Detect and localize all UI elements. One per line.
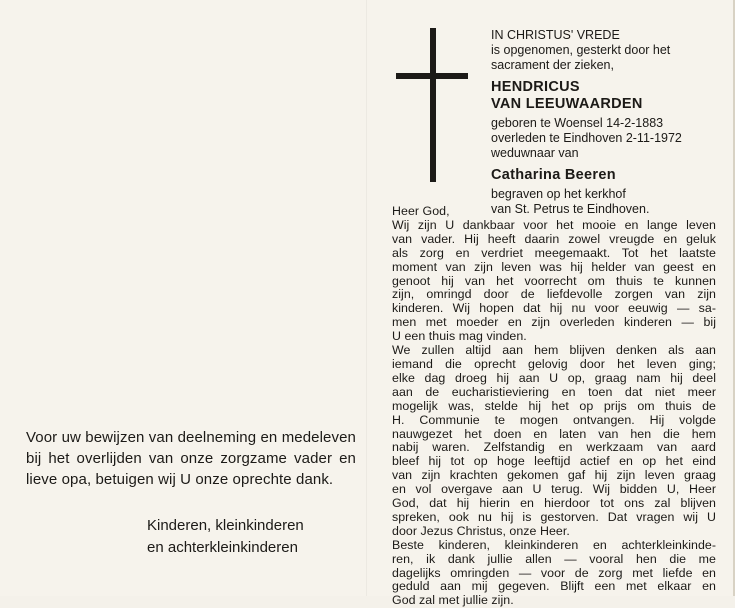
prayer-line: kinderen. Wij hopen dat hij nu voor eeuwig — sa- xyxy=(392,302,716,316)
prayer-line: nabij waren. Zelfstandig en werkzaam van aard xyxy=(392,441,716,455)
prayer-line: Wij zijn U dankbaar voor het mooie en lange leven xyxy=(392,218,716,232)
deceased-surname: VAN LEEUWAARDEN xyxy=(491,96,643,112)
prayer-line: als zorg en verdriet meegemaakt. Tot het laatste xyxy=(392,246,716,260)
prayer-text xyxy=(392,205,716,608)
prayer-line: U een thuis mag vinden. xyxy=(392,330,527,344)
prayer-line: elke dag droeg hij aan U op, graag nam hij deel xyxy=(392,371,716,385)
prayer-line: bleef hij tot op hoge leeftijd actief en op het eind xyxy=(392,455,716,469)
prayer-line: spreken, ook nu hij is gestorven. Dat vragen wij U xyxy=(392,510,716,524)
prayer-line: moment van zijn leven was hij helder van geest en xyxy=(392,260,716,274)
prayer-line: iemand die oprecht gelovig door het leven ging; xyxy=(392,357,716,371)
family-line: Kinderen, kleinkinderen xyxy=(147,517,304,534)
prayer-line: Heer God, xyxy=(392,205,450,218)
intro-line: sacrament der zieken, xyxy=(491,58,614,72)
prayer-line: God zal met jullie zijn. xyxy=(392,594,514,608)
prayer-line: zijn, omringd door de liefdevolle zorgen van zijn xyxy=(392,288,716,302)
prayer-line: nauwgezet het doen en laten van hen die hem xyxy=(392,427,716,441)
card-fold xyxy=(366,0,367,596)
prayer-line: door Jezus Christus, onze Heer. xyxy=(392,524,570,538)
prayer-line: geduld aan mij gegeven. Blijft een met elkaar en xyxy=(392,580,716,594)
prayer-line: ren, ik dank jullie allen — vooral hen die me xyxy=(392,552,716,566)
prayer-line: men met moeder en zijn overleden kinderen — bij xyxy=(392,316,716,330)
death-line: overleden te Eindhoven 2-11-1972 xyxy=(491,131,682,145)
prayer-line: en vol overgave aan U terug. Wij bidden U, Heer xyxy=(392,483,716,497)
widower-line: weduwnaar van xyxy=(491,146,579,160)
deceased-first-name: HENDRICUS xyxy=(491,79,580,95)
prayer-line: dagelijks omringden — voor de zorg met liefde en xyxy=(392,566,716,580)
prayer-line: aan de eucharistieviering en toen dat niet meer xyxy=(392,385,716,399)
burial-line: van St. Petrus te Eindhoven. xyxy=(491,202,650,216)
birth-line: geboren te Woensel 14-2-1883 xyxy=(491,116,664,130)
family-line: en achterkleinkinderen xyxy=(147,539,298,556)
spouse-name: Catharina Beeren xyxy=(491,167,616,183)
prayer-line: van zijn krachten gekomen gaf hij zijn leven graag xyxy=(392,469,716,483)
prayer-line: Beste kinderen, kleinkinderen en achterkleinkinde- xyxy=(392,538,716,552)
thanks-text: Voor uw bewijzen van deelneming en medeleven bij het overlijden van onze zorgzame vader en lieve opa, betuigen wij U onze oprechte dank. xyxy=(26,429,356,488)
intro-line: is opgenomen, gesterkt door het xyxy=(491,43,671,57)
death-notice-header xyxy=(491,28,731,217)
prayer-line: We zullen altijd aan hem blijven denken als aan xyxy=(392,344,716,358)
prayer-line: H. Communie te mogen ontvangen. Hij volgde xyxy=(392,413,716,427)
cross-horizontal-bar xyxy=(396,73,468,79)
cross-vertical-bar xyxy=(430,28,436,182)
prayer-line: van vader. Hij heeft daarin zowel vreugde en geluk xyxy=(392,232,716,246)
prayer-line: God, dat hij hierin en hierdoor tot ons zal blijven xyxy=(392,497,716,511)
prayer-line: genoot hij van het voorrecht om thuis te kunnen xyxy=(392,274,716,288)
intro-title: IN CHRISTUS' VREDE xyxy=(491,28,620,42)
prayer-line: mogelijk was, stelde hij het op prijs om thuis de xyxy=(392,399,716,413)
family-signature xyxy=(147,515,357,559)
burial-line: begraven op het kerkhof xyxy=(491,187,626,201)
